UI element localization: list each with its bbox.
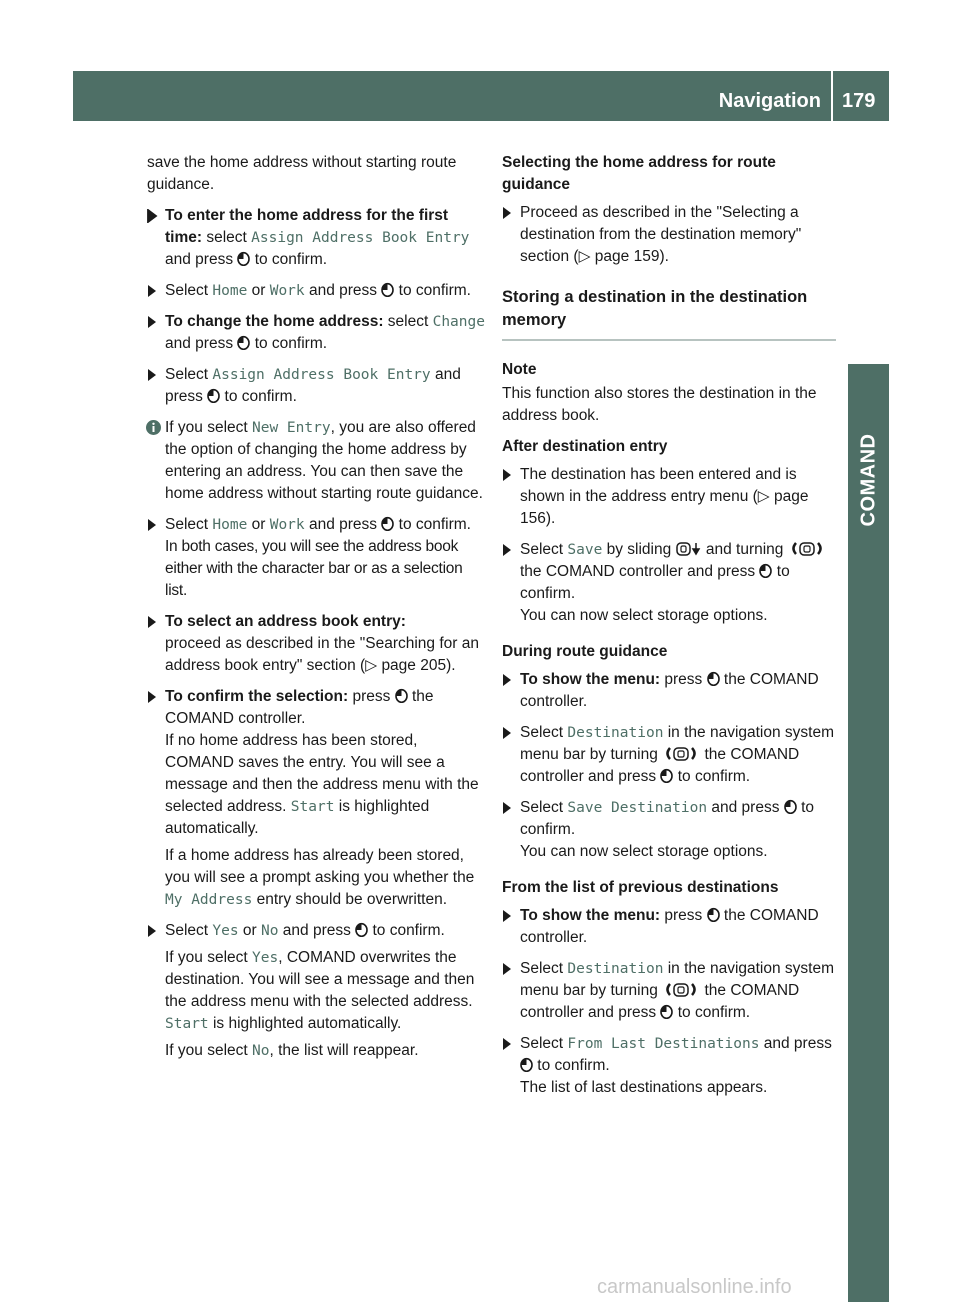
step-result: You can now select storage options.	[520, 843, 768, 860]
menu-item-text: Home	[212, 517, 248, 533]
menu-item-text: Start	[165, 1016, 209, 1032]
step-text: to confirm.	[533, 1057, 610, 1074]
step-text: the COMAND controller and press	[520, 746, 800, 785]
turn-controller-icon	[662, 982, 700, 997]
step-text: and press	[759, 1035, 832, 1052]
step-arrow-icon	[147, 615, 158, 629]
step-text: the COMAND controller and press	[520, 982, 800, 1021]
note-text: This function also stores the destination in the address book.	[502, 385, 817, 424]
info-text: , you are also offered the option of changing the home address by entering an address. You can then save the home address without starting route guidance.	[165, 419, 483, 502]
step-text: Proceed as described in the "Selecting a destination from the destination memory" section (▷ page 159).	[520, 204, 802, 265]
step-lead: To enter the home address for the first time:	[165, 207, 449, 246]
note-title: Note	[502, 361, 537, 378]
step-text: press	[348, 688, 395, 705]
step-arrow-icon	[147, 209, 158, 223]
step-text: to confirm.	[673, 1004, 751, 1021]
step-result: In both cases, you will see the address book either with the character bar or as a selection list.	[165, 538, 463, 599]
step-arrow-icon	[502, 673, 513, 687]
step-result-text: , the list will reappear.	[269, 1042, 419, 1059]
step-arrow-icon	[502, 962, 513, 976]
step-result	[165, 845, 485, 911]
step-text: by sliding	[602, 541, 676, 558]
step-result-text: If you select	[165, 949, 253, 966]
chapter-tab-label-box	[848, 420, 889, 540]
step-text: Select	[520, 724, 568, 741]
menu-item-text: Assign Address Book Entry	[251, 230, 470, 246]
subsection-heading: Selecting the home address for route guidance	[502, 154, 776, 193]
press-controller-icon	[381, 516, 394, 531]
watermark: carmanualsonline.info	[597, 1276, 792, 1298]
step-result-text: is highlighted automatically.	[165, 798, 430, 837]
step-text: proceed as described in the "Searching for an address book entry" section (▷ page 205).	[165, 635, 479, 674]
step-text: to confirm.	[673, 768, 751, 785]
step-text: or	[238, 922, 261, 939]
instruction-step	[502, 722, 836, 788]
paragraph: save the home address without starting route guidance.	[147, 154, 457, 193]
step-result-text: If you select	[165, 1042, 253, 1059]
step-arrow-icon	[147, 315, 158, 329]
step-text: and press	[165, 251, 238, 268]
step-text: in the navigation system menu bar by turning	[520, 960, 835, 999]
step-arrow-icon	[147, 690, 158, 704]
section-heading: Storing a destination in the destination memory	[502, 286, 836, 341]
step-text: to confirm.	[520, 799, 814, 838]
step-text: to confirm.	[250, 251, 328, 268]
step-text: to confirm.	[394, 282, 471, 299]
subsection-heading: During route guidance	[502, 643, 668, 660]
step-text: and turning	[701, 541, 788, 558]
step-arrow-icon	[147, 284, 158, 298]
menu-item-text: Save	[567, 542, 603, 558]
instruction-step	[502, 202, 836, 268]
step-text: the COMAND controller.	[520, 671, 819, 710]
step-text: to confirm.	[250, 335, 328, 352]
subsection-heading: From the list of previous destinations	[502, 879, 779, 896]
menu-item-text: Start	[290, 799, 335, 815]
step-text: to confirm.	[394, 516, 471, 533]
step-result: You can now select storage options.	[520, 607, 768, 624]
info-icon	[146, 420, 161, 435]
step-arrow-icon	[502, 909, 513, 923]
menu-item-text: Change	[432, 314, 485, 330]
press-controller-icon	[759, 563, 772, 578]
step-lead: To show the menu:	[520, 907, 661, 924]
step-result	[165, 730, 485, 840]
page-number: 179	[842, 90, 876, 112]
slide-down-controller-icon	[676, 541, 702, 556]
step-text: and press	[278, 922, 356, 939]
step-text: or	[247, 516, 270, 533]
step-arrow-icon	[502, 801, 513, 815]
press-controller-icon	[237, 251, 250, 266]
instruction-step	[502, 797, 836, 863]
step-text: in the navigation system menu bar by turning	[520, 724, 835, 763]
step-lead: To confirm the selection:	[165, 688, 349, 705]
step-lead: To change the home address:	[165, 313, 384, 330]
section-title: Navigation	[718, 90, 821, 112]
left-column	[147, 152, 485, 1071]
instruction-step	[147, 514, 485, 602]
instruction-step	[502, 958, 836, 1024]
step-text: and press	[165, 366, 461, 405]
step-result	[165, 1040, 485, 1062]
instruction-step	[147, 686, 485, 911]
step-text: Select	[165, 516, 213, 533]
info-text: If you select	[165, 419, 253, 436]
step-arrow-icon	[502, 206, 513, 220]
press-controller-icon	[784, 799, 797, 814]
menu-item-text: Destination	[567, 961, 664, 977]
step-text: press	[660, 907, 707, 924]
press-controller-icon	[660, 768, 673, 783]
menu-item-text: No	[261, 923, 279, 939]
step-text: the COMAND controller.	[520, 907, 819, 946]
step-text: the COMAND controller.	[165, 688, 434, 727]
step-text: or	[247, 282, 270, 299]
step-text: Select	[520, 799, 568, 816]
step-text: the COMAND controller and press	[520, 563, 760, 580]
step-result: The list of last destinations appears.	[520, 1079, 768, 1096]
step-result-text: , COMAND overwrites the destination. You will see a message and then the address menu with the selected address.	[165, 949, 475, 1010]
press-controller-icon	[520, 1057, 533, 1072]
instruction-step	[147, 364, 485, 408]
chapter-tab-label: COMAND	[857, 433, 879, 527]
step-text: and press	[304, 282, 382, 299]
step-text: and press	[304, 516, 382, 533]
instruction-step	[502, 669, 836, 713]
menu-item-text: Destination	[567, 725, 664, 741]
step-text: Select	[520, 1035, 568, 1052]
instruction-step	[502, 905, 836, 949]
step-text: select	[202, 229, 252, 246]
instruction-step	[502, 539, 836, 627]
press-controller-icon	[395, 688, 408, 703]
step-text: select	[383, 313, 433, 330]
press-controller-icon	[660, 1004, 673, 1019]
menu-item-text: From Last Destinations	[567, 1036, 760, 1052]
step-result-text: is highlighted automatically.	[208, 1015, 402, 1032]
menu-item-text: No	[252, 1043, 270, 1059]
step-result-text: entry should be overwritten.	[252, 891, 448, 908]
menu-item-text: Home	[212, 283, 248, 299]
step-arrow-icon	[147, 518, 158, 532]
step-text: and press	[707, 799, 784, 816]
menu-item-text: New Entry	[252, 420, 331, 436]
instruction-step	[147, 920, 485, 1062]
step-text: Select	[520, 541, 568, 558]
step-text: to confirm.	[520, 563, 790, 602]
step-text: and press	[165, 335, 238, 352]
subsection-heading: After destination entry	[502, 438, 668, 455]
turn-controller-icon	[662, 746, 700, 761]
step-text: Select	[165, 922, 213, 939]
step-result-text: If a home address has already been stored, you will see a prompt asking you whether the	[165, 847, 475, 886]
press-controller-icon	[707, 671, 720, 686]
header-divider	[831, 71, 833, 121]
step-arrow-icon	[502, 726, 513, 740]
menu-item-text: Work	[269, 283, 305, 299]
step-arrow-icon	[147, 924, 158, 938]
step-arrow-icon	[147, 368, 158, 382]
step-lead: To show the menu:	[520, 671, 661, 688]
menu-item-text: My Address	[165, 892, 253, 908]
step-text: press	[660, 671, 707, 688]
menu-item-text: Assign Address Book Entry	[212, 367, 431, 383]
step-result	[165, 947, 485, 1035]
step-result-text: If no home address has been stored, COMAND saves the entry. You will see a message and then the address menu with the selected address.	[165, 732, 479, 815]
step-text: The destination has been entered and is shown in the address entry menu (▷ page 156).	[520, 466, 809, 527]
instruction-step	[147, 611, 485, 677]
right-column	[502, 152, 836, 1108]
press-controller-icon	[381, 282, 394, 297]
step-lead: To select an address book entry:	[165, 613, 406, 630]
instruction-step	[147, 311, 485, 355]
press-controller-icon	[707, 907, 720, 922]
menu-item-text: Yes	[212, 923, 239, 939]
instruction-step	[147, 280, 485, 302]
menu-item-text: Yes	[252, 950, 279, 966]
press-controller-icon	[237, 335, 250, 350]
step-arrow-icon	[502, 543, 513, 557]
press-controller-icon	[207, 388, 220, 403]
turn-controller-icon	[788, 541, 826, 556]
instruction-step	[147, 205, 485, 271]
step-text: Select	[165, 366, 213, 383]
press-controller-icon	[355, 922, 368, 937]
info-note	[147, 417, 485, 505]
instruction-step	[502, 464, 836, 530]
step-arrow-icon	[502, 468, 513, 482]
step-text: to confirm.	[368, 922, 445, 939]
step-text: to confirm.	[220, 388, 297, 405]
menu-item-text: Save Destination	[567, 800, 708, 816]
step-arrow-icon	[502, 1037, 513, 1051]
menu-item-text: Work	[269, 517, 305, 533]
step-text: Select	[520, 960, 568, 977]
step-text: Select	[165, 282, 213, 299]
instruction-step	[502, 1033, 836, 1099]
